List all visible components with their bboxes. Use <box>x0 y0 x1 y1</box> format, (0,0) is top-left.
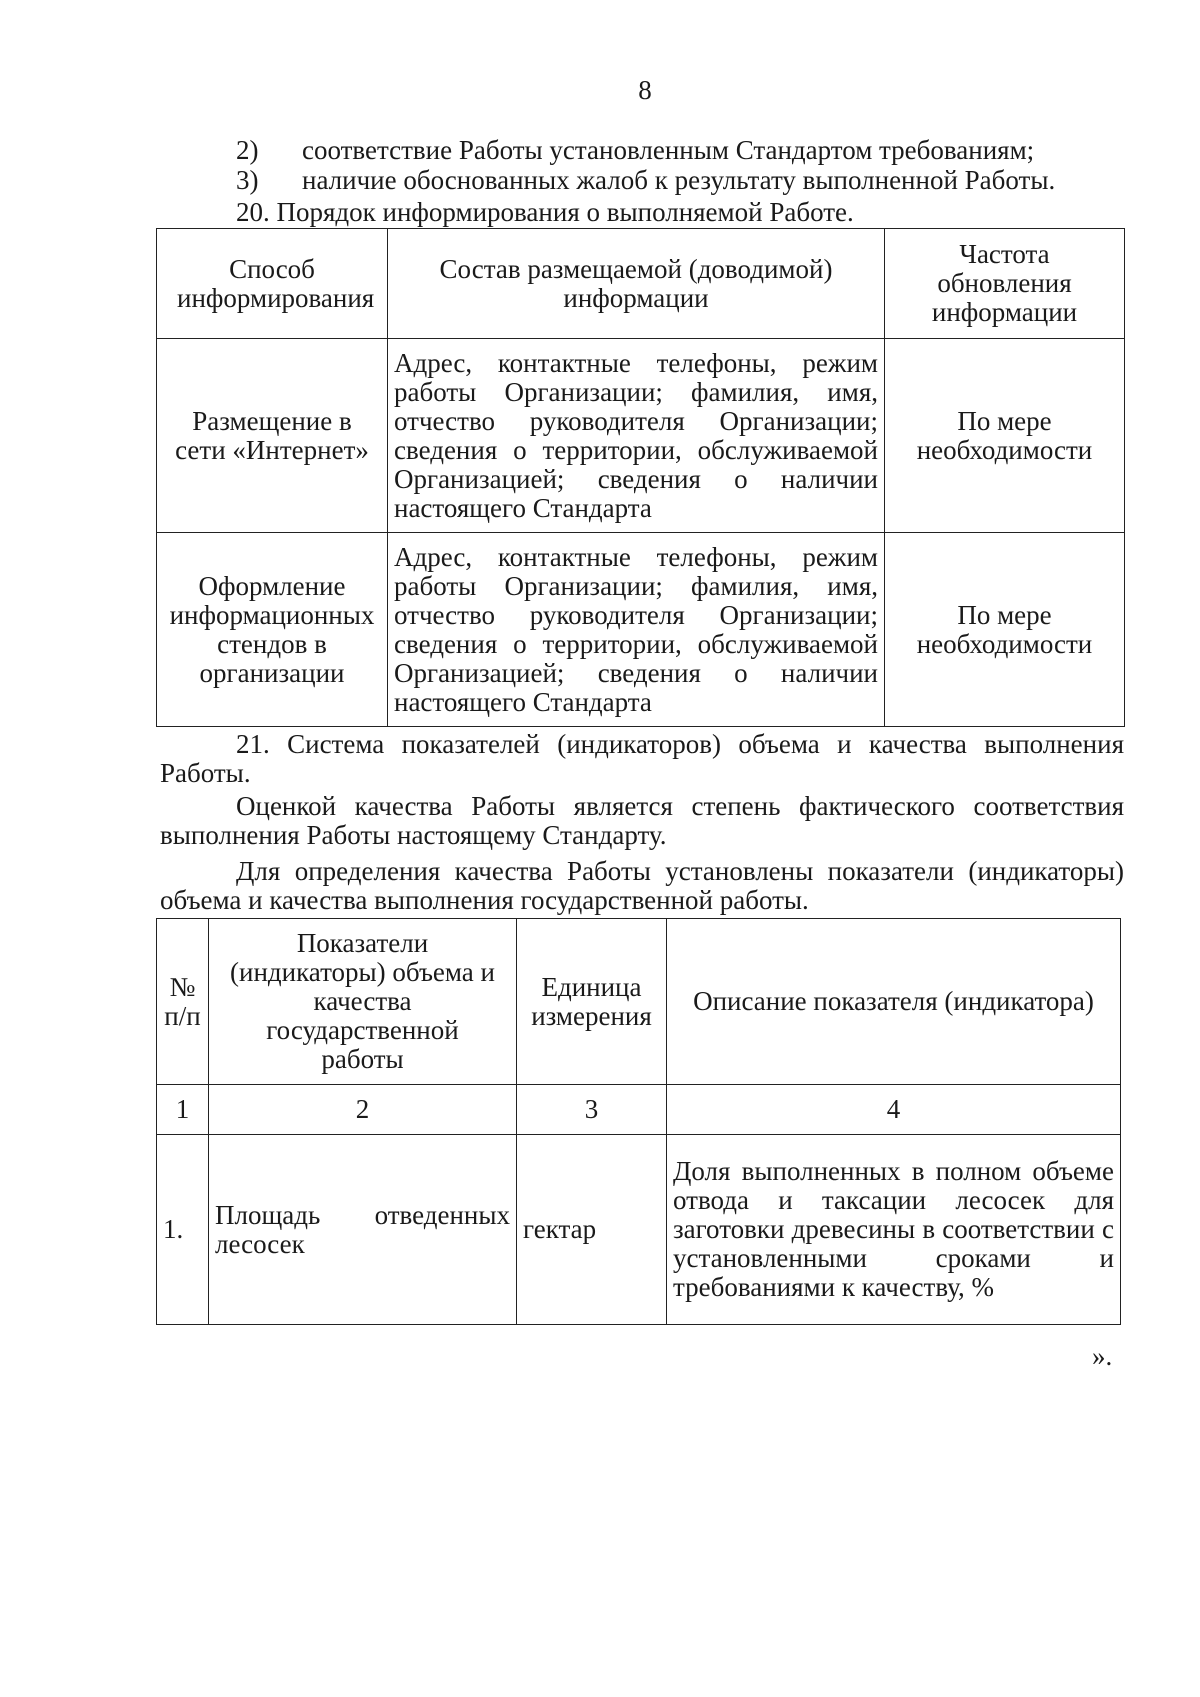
col-number-4: 4 <box>667 1085 1121 1135</box>
info-content-cell: Адрес, контактные телефоны, режим работы Организации; фамилия, имя, отчество руководителя Организации; сведения о территории, обслуживаемой Организацией; сведения о наличии настоящего Стандарта <box>388 533 885 727</box>
indicators-header-unit: Единица измерения <box>517 919 667 1085</box>
paragraph-quality: Оценкой качества Работы является степень фактического соответствия выполнения Работы настоящему Стандарту. <box>160 791 1124 850</box>
info-method-cell: Оформление информационных стендов в организации <box>157 533 388 727</box>
list-item-3 <box>236 166 1055 195</box>
info-table-header-row <box>157 229 1125 339</box>
list-item-number: 2) <box>236 135 259 165</box>
page-number: 8 <box>638 75 652 105</box>
list-item-text: соответствие Работы установленным Стандартом требованиям; <box>302 135 1035 165</box>
info-frequency-cell: По мере необходимости <box>885 533 1125 727</box>
indicator-name-cell: Площадь отведенных лесосек <box>209 1135 517 1325</box>
section-20-title: 20. Порядок информирования о выполняемой Работе. <box>236 197 854 227</box>
col-number-3: 3 <box>517 1085 667 1135</box>
info-header-frequency: Частота обновления информации <box>885 229 1125 339</box>
indicators-colnum-row <box>157 1085 1121 1135</box>
list-item-2 <box>236 136 1034 165</box>
closing-quote-mark: ». <box>1092 1341 1113 1371</box>
section-21-title: 21. Система показателей (индикаторов) объема и качества выполнения Работы. <box>160 729 1124 788</box>
indicators-table-row <box>157 1135 1121 1325</box>
info-table-row <box>157 533 1125 727</box>
indicators-header-indicator: Показатели (индикаторы) объема и качества государственной работы <box>209 919 517 1085</box>
info-content-cell: Адрес, контактные телефоны, режим работы Организации; фамилия, имя, отчество руководителя Организации; сведения о территории, обслуживаемой Организацией; сведения о наличии настоящего Стандарта <box>388 339 885 533</box>
info-table-row <box>157 339 1125 533</box>
info-header-method: Способ информирования <box>157 229 388 339</box>
paragraph-indicators: Для определения качества Работы установлены показатели (индикаторы) объема и качества выполнения государственной работы. <box>160 856 1124 915</box>
info-frequency-cell: По мере необходимости <box>885 339 1125 533</box>
indicators-table <box>156 918 1121 1325</box>
indicators-header-row <box>157 919 1121 1085</box>
indicator-unit-cell: гектар <box>517 1135 667 1325</box>
col-number-1: 1 <box>157 1085 209 1135</box>
indicator-row-number: 1. <box>157 1135 209 1325</box>
info-header-content: Состав размещаемой (доводимой) информации <box>388 229 885 339</box>
info-table <box>156 228 1125 727</box>
col-number-2: 2 <box>209 1085 517 1135</box>
indicators-header-number: № п/п <box>157 919 209 1085</box>
indicator-description-cell: Доля выполненных в полном объеме отвода и таксации лесосек для заготовки древесины в соответствии с установленными сроками и требованиями к качеству, % <box>667 1135 1121 1325</box>
indicators-header-description: Описание показателя (индикатора) <box>667 919 1121 1085</box>
info-method-cell: Размещение в сети «Интернет» <box>157 339 388 533</box>
list-item-text: наличие обоснованных жалоб к результату выполненной Работы. <box>302 165 1056 195</box>
list-item-number: 3) <box>236 165 259 195</box>
